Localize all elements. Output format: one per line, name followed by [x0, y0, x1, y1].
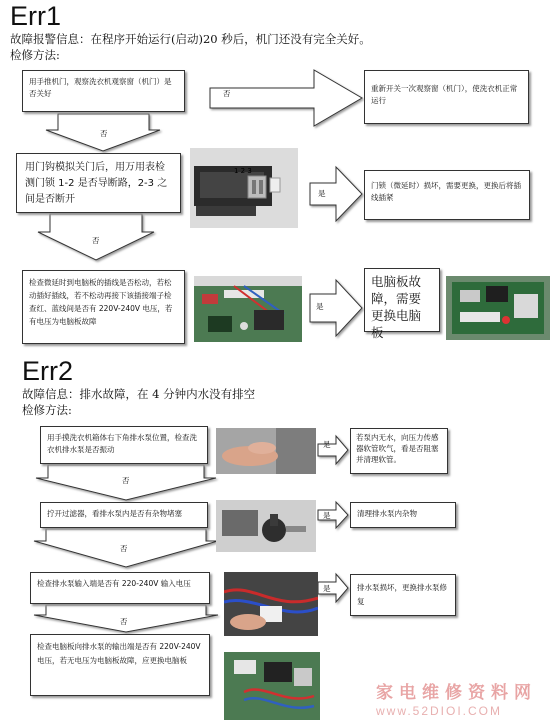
err2-yes-label-2: 是	[323, 511, 331, 520]
err1-step1-right-box: 重新开关一次观察窗（机门），使洗衣机正常运行	[364, 70, 529, 124]
err2-step1-right-box: 若泵内无水，向压力传感器软管吹气，看是否阻塞并清理软管。	[350, 428, 448, 474]
err1-step3-right-box: 电脑板故障，需要更换电脑板	[364, 268, 440, 332]
err2-no-label-2: 否	[120, 544, 128, 553]
err2-computer-board-photo	[224, 652, 320, 720]
err1-wiring-board-photo	[194, 276, 302, 342]
door-lock-terminal-label: 1 2 3	[234, 167, 252, 175]
err1-no-label-1: 否	[223, 89, 231, 98]
err1-step3-box: 检查微延时到电脑板的插线是否松动，若松动插好插线，若不松动再接下该插接端子检查红、蓝线间是否有 220V-240V 电压，若有电压为电脑板故障	[22, 270, 185, 344]
door-lock-photo	[190, 148, 298, 228]
err2-yes-label-3: 是	[323, 584, 331, 593]
err1-no-label-2: 否	[100, 129, 108, 138]
err2-no-label-1: 否	[122, 476, 130, 485]
err2-yes-label-1: 是	[323, 440, 331, 449]
err2-method-label: 检修方法:	[22, 403, 72, 417]
err1-no-label-3: 否	[92, 236, 100, 245]
err1-fault-info: 故障报警信息：在程序开始运行(启动)20 秒后，机门还没有完全关好。	[10, 32, 371, 46]
err2-step3-right-box: 排水泵损坏，更换排水泵修复	[350, 574, 456, 616]
err1-step2-right-box: 门锁（微延时）损坏，需要更换，更换后将插线插紧	[364, 170, 530, 220]
watermark-title: 家电维修资料网	[376, 683, 537, 703]
err2-no-label-3: 否	[120, 617, 128, 626]
err2-title: Err2	[22, 356, 74, 386]
err1-step2-box: 用门钩模拟关门后，用万用表检测门锁 1-2 是否导断路，2-3 之间是否断开	[16, 153, 181, 213]
err1-arrow-no-right	[210, 70, 362, 126]
err1-title: Err1	[10, 1, 62, 31]
err1-step1-box: 用手推机门，观察洗衣机观察窗（机门）是否关好	[22, 70, 185, 112]
drain-pump-wiring-photo	[224, 572, 318, 636]
err2-fault-info: 故障信息：排水故障，在 4 分钟内水没有排空	[22, 387, 256, 401]
err1-yes-label-2: 是	[316, 302, 324, 311]
err2-step1-box: 用手摸洗衣机箱体右下角排水泵位置，检查洗衣机排水泵是否振动	[40, 426, 208, 464]
err2-step3-box: 检查排水泵输入端是否有 220-240V 输入电压	[30, 572, 210, 604]
hand-on-cabinet-photo	[216, 428, 316, 474]
err2-step2-box: 拧开过滤器，看排水泵内是否有杂物堵塞	[40, 502, 208, 528]
computer-board-photo	[446, 276, 550, 340]
err2-step4-box: 检查电脑板向排水泵的输出端是否有 220V-240V 电压，若无电压为电脑板故障，应更换电脑板	[30, 634, 210, 696]
drain-filter-photo	[216, 500, 316, 552]
err2-step2-right-box: 清理排水泵内杂物	[350, 502, 456, 528]
err1-method-label: 检修方法:	[10, 48, 60, 62]
err1-yes-label-1: 是	[318, 189, 326, 198]
watermark-url: www.52DIOI.COM	[376, 704, 503, 718]
